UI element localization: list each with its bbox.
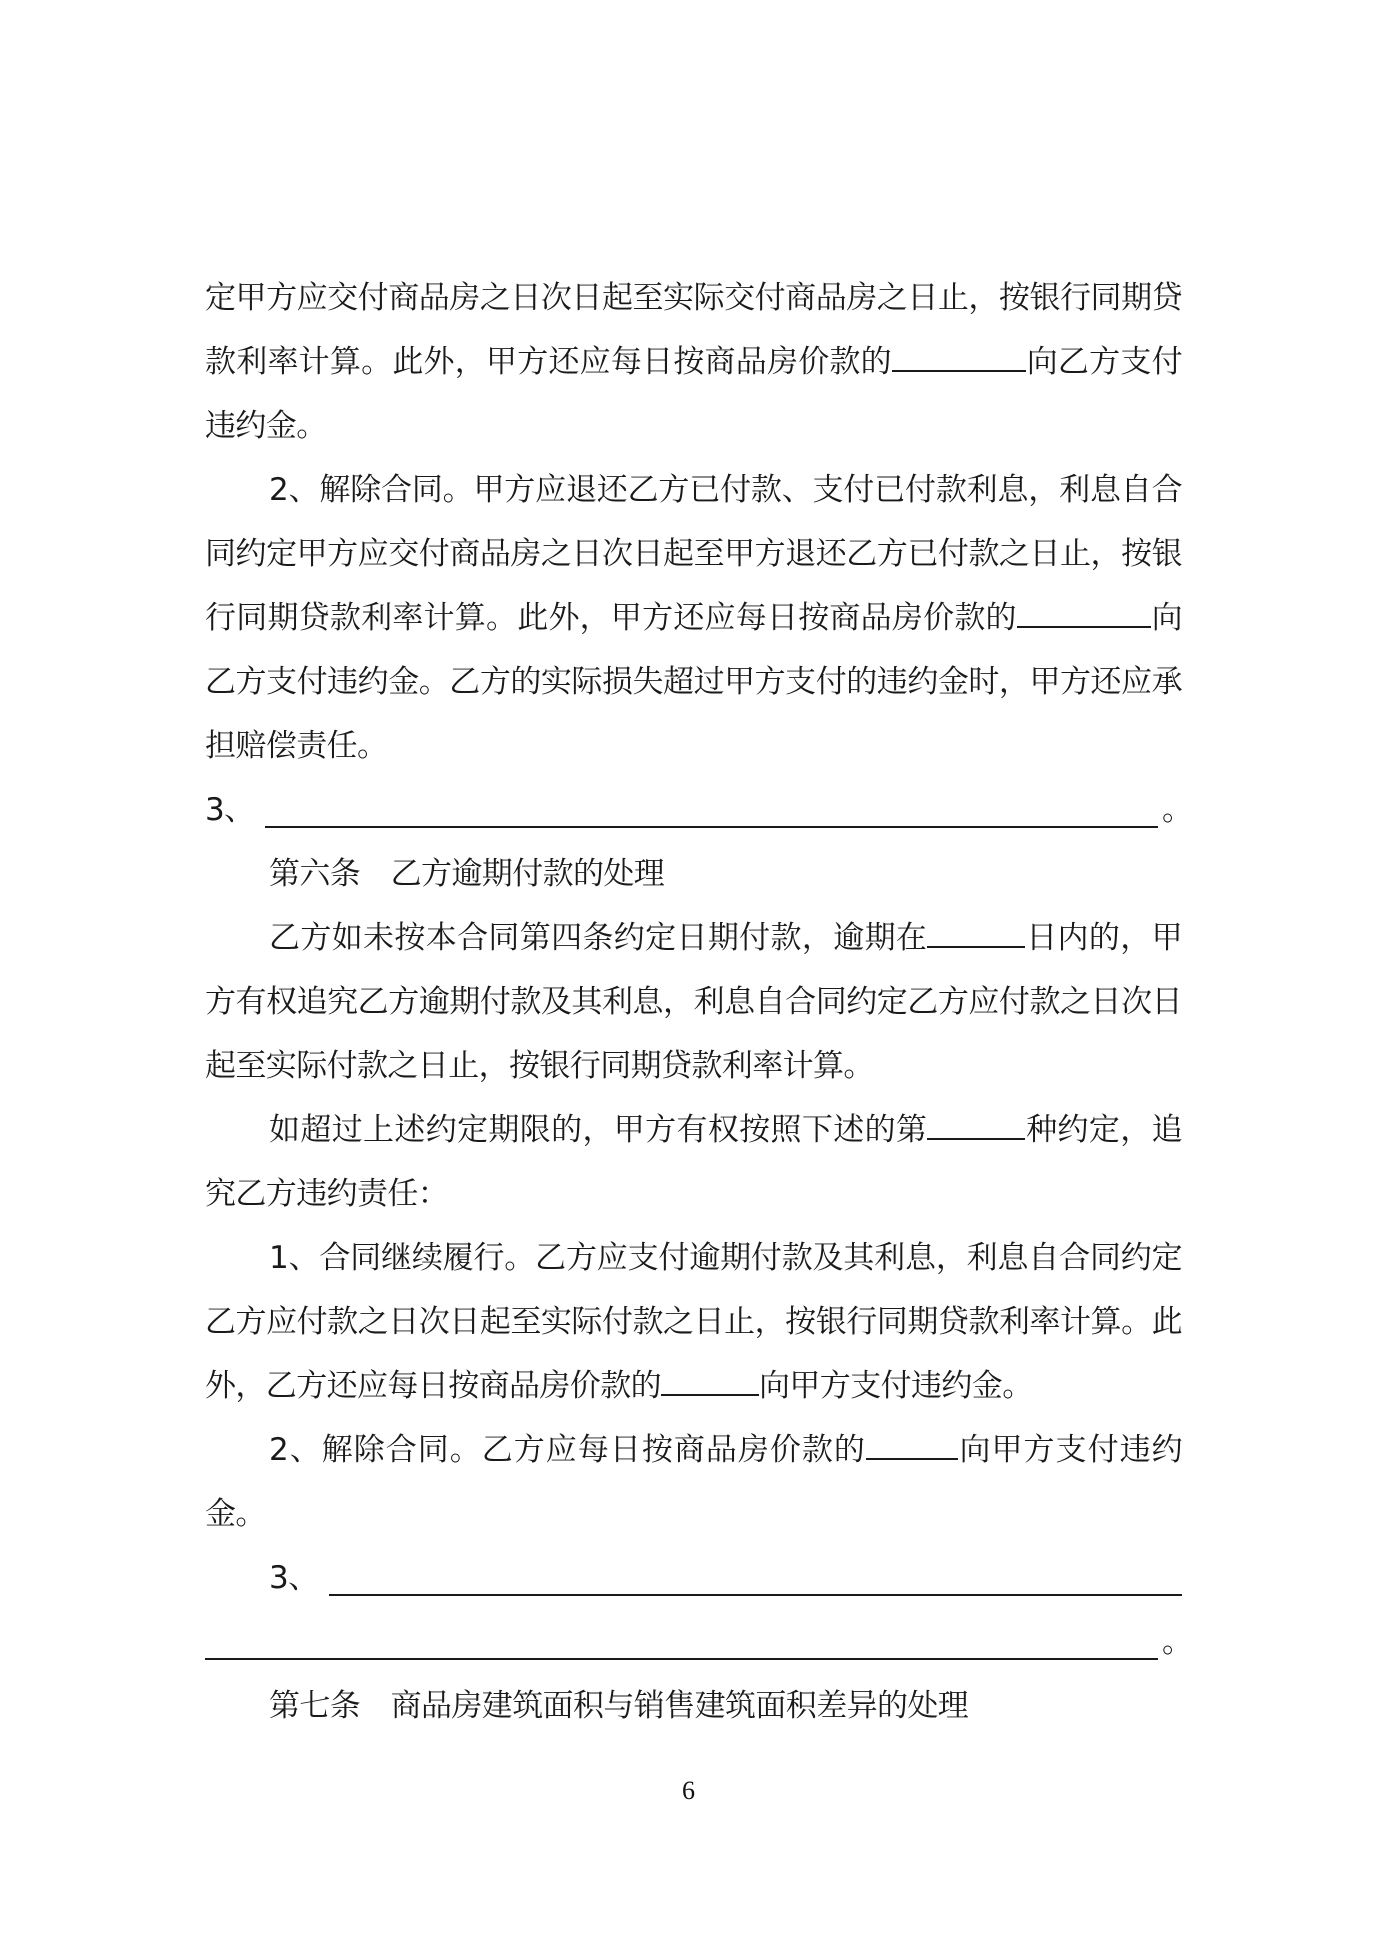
paragraph-text: 2、解除合同。甲方应退还乙方已付款、支付已付款利息，利息自合同约定甲方应交付商品房之日次日起至甲方退还乙方已付款之日止，按银行同期贷款利率计算。此外，甲方还应每日按商品房价款的 bbox=[205, 472, 1182, 636]
fill-in-blank[interactable] bbox=[892, 344, 1026, 372]
period: 。 bbox=[1162, 1624, 1193, 1660]
paragraph-text: 向甲方支付违约金。 bbox=[759, 1368, 1033, 1404]
fill-in-line[interactable] bbox=[329, 1554, 1182, 1596]
paragraph-other-terms-buyer-continued bbox=[205, 1610, 1193, 1674]
paragraph-text: 种约定，追究乙方违约责任： bbox=[205, 1112, 1182, 1212]
paragraph-text: 2、解除合同。乙方应每日按商品房价款的 bbox=[269, 1432, 866, 1468]
fill-in-blank[interactable] bbox=[927, 1112, 1025, 1140]
paragraph-text: 如超过上述约定期限的，甲方有权按照下述的第 bbox=[269, 1112, 928, 1148]
paragraph-text: 1、合同继续履行。乙方应支付逾期付款及其利息，利息自合同约定乙方应付款之日次日起至实际付款之日止，按银行同期贷款利率计算。此外，乙方还应每日按商品房价款的 bbox=[205, 1240, 1182, 1404]
paragraph-buyer-late-payment bbox=[205, 906, 1182, 1098]
paragraph-penalty-continued bbox=[205, 266, 1182, 458]
fill-in-line[interactable] bbox=[205, 1618, 1158, 1660]
paragraph-text: 定甲方应交付商品房之日次日起至实际交付商品房之日止，按银行同期贷款利率计算。此外，甲方还应每日按商品房价款的 bbox=[205, 280, 1182, 380]
fill-in-blank[interactable] bbox=[866, 1432, 958, 1460]
document-page bbox=[205, 266, 1193, 1738]
section-heading-article-6: 第六条 乙方逾期付款的处理 bbox=[269, 856, 665, 892]
paragraph-other-terms-buyer bbox=[205, 1546, 1182, 1610]
paragraph-terminate-contract-buyer bbox=[205, 1418, 1182, 1546]
paragraph-beyond-deadline bbox=[205, 1098, 1182, 1226]
fill-in-blank[interactable] bbox=[661, 1368, 759, 1396]
item-number: 3、 bbox=[269, 1560, 319, 1596]
paragraph-text: 向甲方支付违约金。 bbox=[205, 1432, 1182, 1532]
paragraph-text: 向乙方支付违约金。 bbox=[205, 344, 1182, 444]
paragraph-terminate-contract-seller bbox=[205, 458, 1182, 778]
fill-in-blank[interactable] bbox=[1017, 600, 1151, 628]
fill-in-line[interactable] bbox=[265, 786, 1158, 828]
period: 。 bbox=[1162, 792, 1193, 828]
section-heading-article-7: 第七条 商品房建筑面积与销售建筑面积差异的处理 bbox=[269, 1688, 969, 1724]
fill-in-blank[interactable] bbox=[927, 920, 1025, 948]
paragraph-text: 向乙方支付违约金。乙方的实际损失超过甲方支付的违约金时，甲方还应承担赔偿责任。 bbox=[205, 600, 1182, 764]
paragraph-other-terms-seller bbox=[205, 778, 1193, 842]
item-number: 3、 bbox=[205, 792, 255, 828]
paragraph-continue-contract-buyer bbox=[205, 1226, 1182, 1418]
page-number: 6 bbox=[682, 1776, 695, 1805]
paragraph-text: 乙方如未按本合同第四条约定日期付款，逾期在 bbox=[269, 920, 928, 956]
paragraph-text: 日内的，甲方有权追究乙方逾期付款及其利息，利息自合同约定乙方应付款之日次日起至实际付款之日止，按银行同期贷款利率计算。 bbox=[205, 920, 1182, 1084]
